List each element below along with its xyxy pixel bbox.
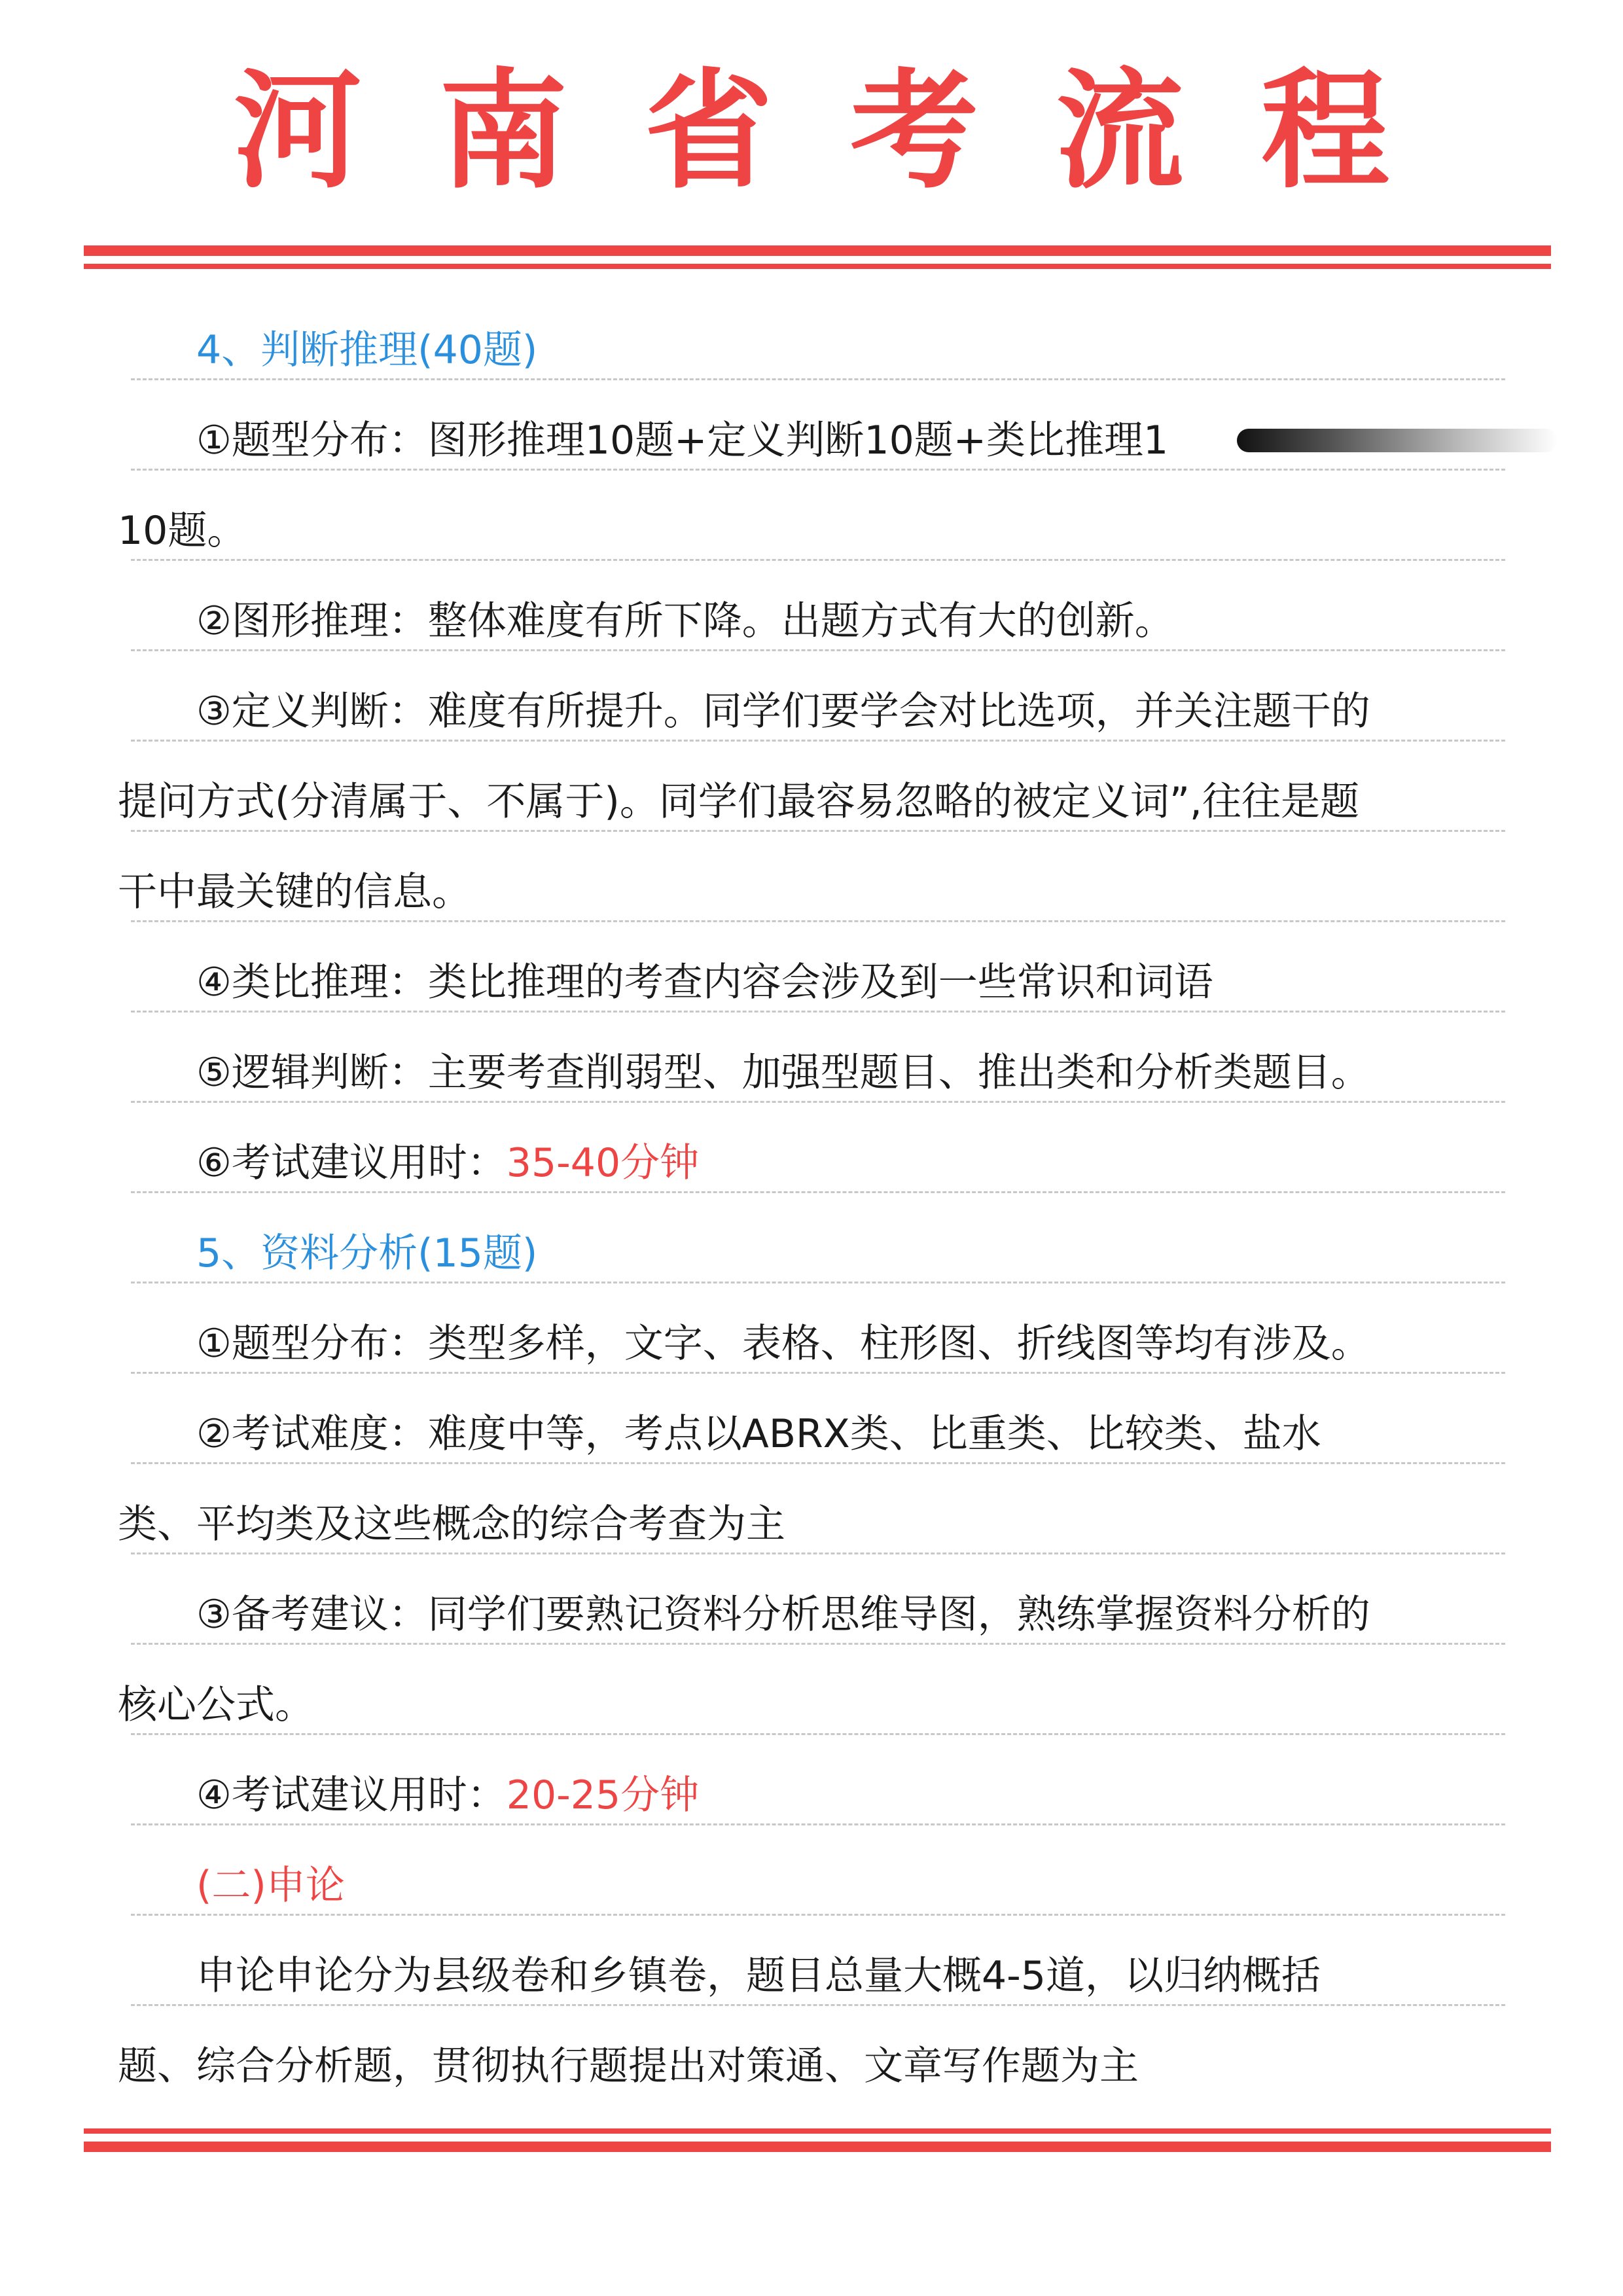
paragraph-line: ②图形推理：整体难度有所下降。出题方式有大的创新。 — [196, 598, 1174, 644]
paragraph-line: 提问方式(分清属于、不属于)。同学们最容易忽略的被定义词”,往往是题 — [118, 779, 1359, 825]
section-heading: 4、判断推理(40题) — [196, 327, 538, 373]
bottom-rule-thick — [84, 2142, 1551, 2152]
paragraph-line: 类、平均类及这些概念的综合考查为主 — [118, 1501, 785, 1547]
bottom-rule-thin — [84, 2128, 1551, 2134]
time-label: ⑥考试建议用时： — [196, 1140, 507, 1186]
paragraph-line: 10题。 — [118, 508, 247, 554]
scroll-fade-bar — [1237, 429, 1558, 452]
time-suggestion — [196, 1118, 1584, 1208]
page-title: 河南省考流程 — [233, 56, 1467, 206]
paragraph-line: ①题型分布：类型多样，文字、表格、柱形图、折线图等均有涉及。 — [196, 1321, 1370, 1367]
time-value: 20-25分钟 — [506, 1772, 700, 1818]
paragraph-line: ③定义判断：难度有所提升。同学们要学会对比选项，并关注题干的 — [196, 689, 1370, 734]
paragraph-line: 申论申论分为县级卷和乡镇卷，题目总量大概4-5道，以归纳概括 — [196, 1953, 1321, 1999]
paragraph-line: 干中最关键的信息。 — [118, 869, 471, 915]
paragraph-line: ②考试难度：难度中等，考点以ABRX类、比重类、比较类、盐水 — [196, 1411, 1321, 1457]
paragraph-line: ①题型分布：图形推理10题+定义判断10题+类比推理1 — [196, 418, 1169, 463]
paragraph-line: ④类比推理：类比推理的考查内容会涉及到一些常识和词语 — [196, 960, 1213, 1005]
section-heading: 5、资料分析(15题) — [196, 1230, 538, 1276]
paragraph-line: ⑤逻辑判断：主要考查削弱型、加强型题目、推出类和分析类题目。 — [196, 1050, 1370, 1096]
paragraph-line: ③备考建议：同学们要熟记资料分析思维导图，熟练掌握资料分析的 — [196, 1592, 1370, 1638]
time-value: 35-40分钟 — [506, 1140, 700, 1186]
time-label: ④考试建议用时： — [196, 1772, 507, 1818]
section-heading: (二)申论 — [196, 1863, 345, 1909]
time-suggestion — [196, 1750, 1584, 1840]
paragraph-line: 核心公式。 — [118, 1682, 314, 1728]
paragraph-line: 题、综合分析题，贯彻执行题提出对策通、文章写作题为主 — [118, 2043, 1139, 2089]
